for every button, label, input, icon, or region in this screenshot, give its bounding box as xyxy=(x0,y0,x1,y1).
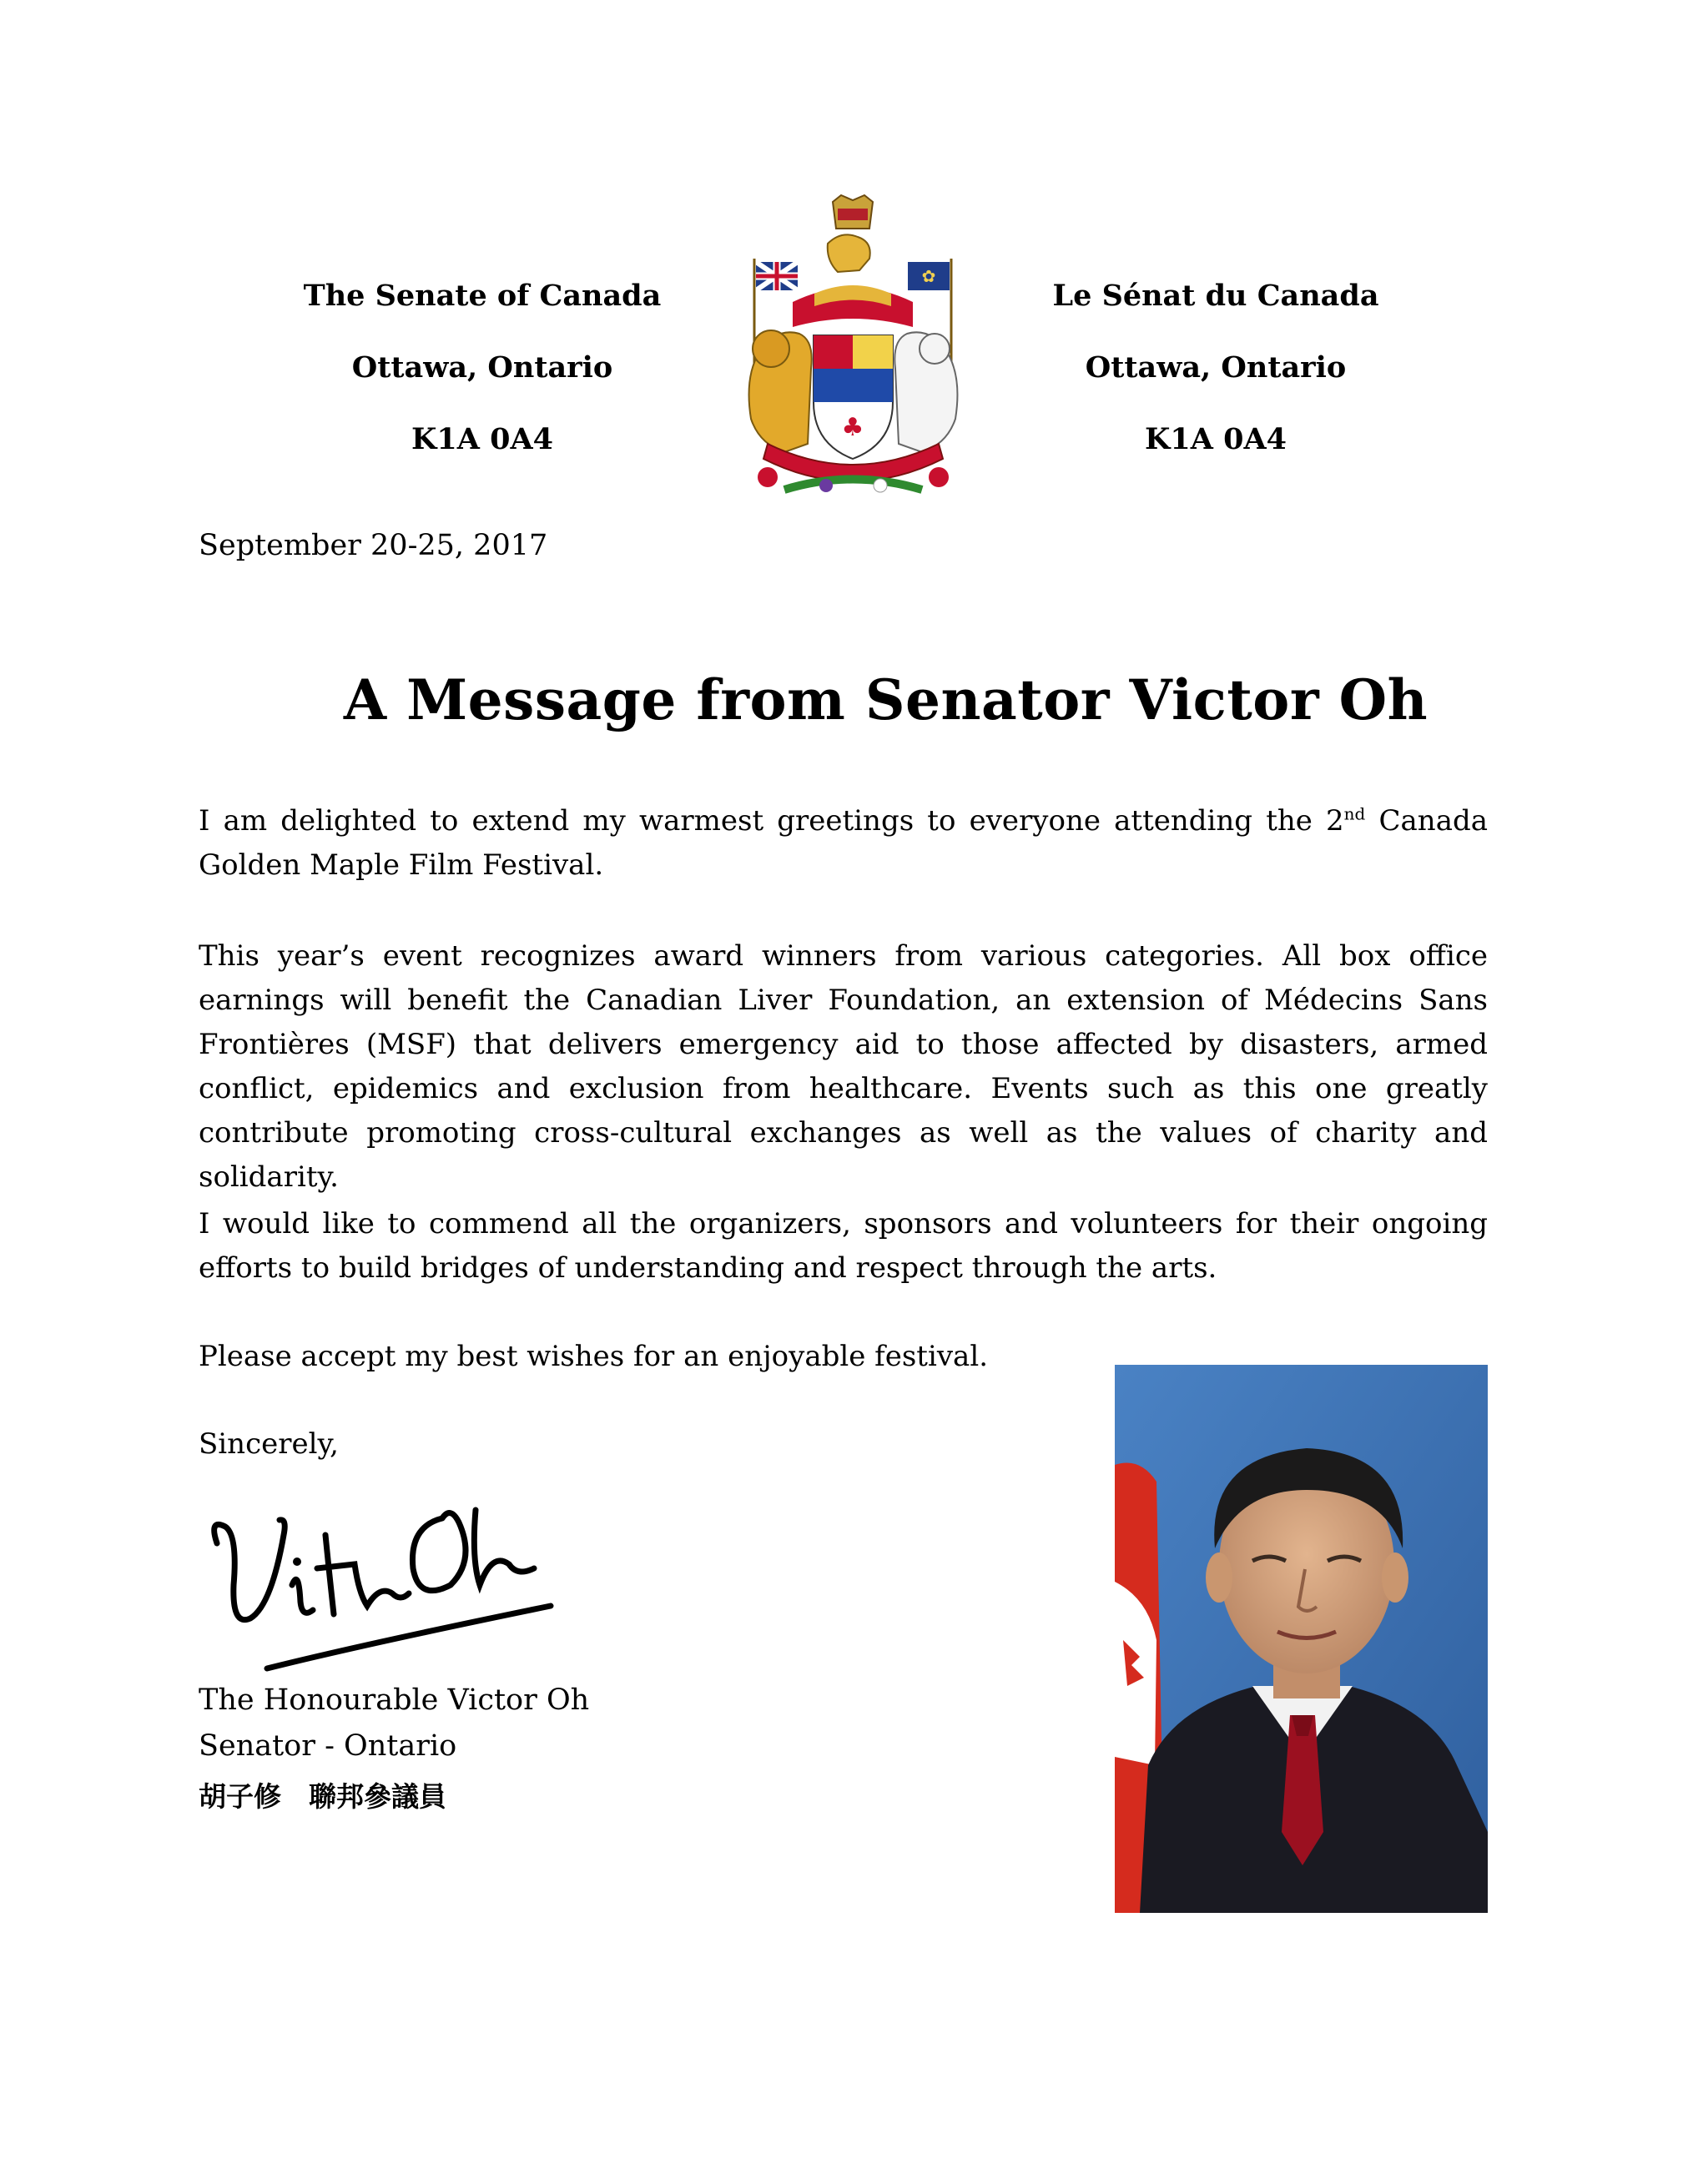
ordinal-suffix: nd xyxy=(1343,803,1366,824)
senate-name-english: The Senate of Canada xyxy=(303,279,662,313)
signer-role: Senator - Ontario xyxy=(199,1729,457,1763)
body-paragraph-4: Please accept my best wishes for an enjoyable festival. xyxy=(199,1340,989,1373)
coat-of-arms-icon xyxy=(734,194,972,502)
postal-code-english: K1A 0A4 xyxy=(411,422,553,456)
postal-code-french: K1A 0A4 xyxy=(1145,422,1287,456)
letter-title: A Message from Senator Victor Oh xyxy=(343,667,1429,732)
senate-address-french xyxy=(999,271,1433,486)
senator-portrait-photo xyxy=(1115,1365,1488,1913)
letter-date: September 20-25, 2017 xyxy=(199,529,548,562)
body-paragraph-1 xyxy=(199,799,1488,888)
body-paragraph-3: I would like to commend all the organizers, sponsors and volunteers for their ongoing efforts to build bridges of understanding and respect through the arts. xyxy=(199,1207,1488,1285)
signer-name: The Honourable Victor Oh xyxy=(199,1683,590,1717)
closing-salutation: Sincerely, xyxy=(199,1427,339,1461)
senate-name-french: Le Sénat du Canada xyxy=(1052,279,1379,313)
city-english: Ottawa, Ontario xyxy=(351,350,613,385)
handwritten-signature xyxy=(200,1468,567,1677)
p1-text-after: Canada Golden Maple Film Festival. xyxy=(199,804,1488,882)
city-french: Ottawa, Ontario xyxy=(1085,350,1347,385)
svg-text:✿: ✿ xyxy=(921,266,936,286)
svg-text:♣: ♣ xyxy=(841,413,864,442)
signer-chinese-name: 胡子修 聯邦參議員 xyxy=(199,1780,446,1813)
senate-address-english xyxy=(265,271,699,486)
p1-text-before: I am delighted to extend my warmest greetings to everyone attending the 2 xyxy=(199,804,1344,838)
body-paragraph-2: This year’s event recognizes award winners from various categories. All box office earnings will benefit the Canadian Liver Foundation, an extension of Médecins Sans Frontières (MSF) that delivers emergency aid to those affected by disasters, armed conflict, epidemics and exclusion from healthcare. Events such as this one greatly contribute promoting cross-cultural exchanges as well as the values of charity and solidarity. xyxy=(199,939,1488,1194)
